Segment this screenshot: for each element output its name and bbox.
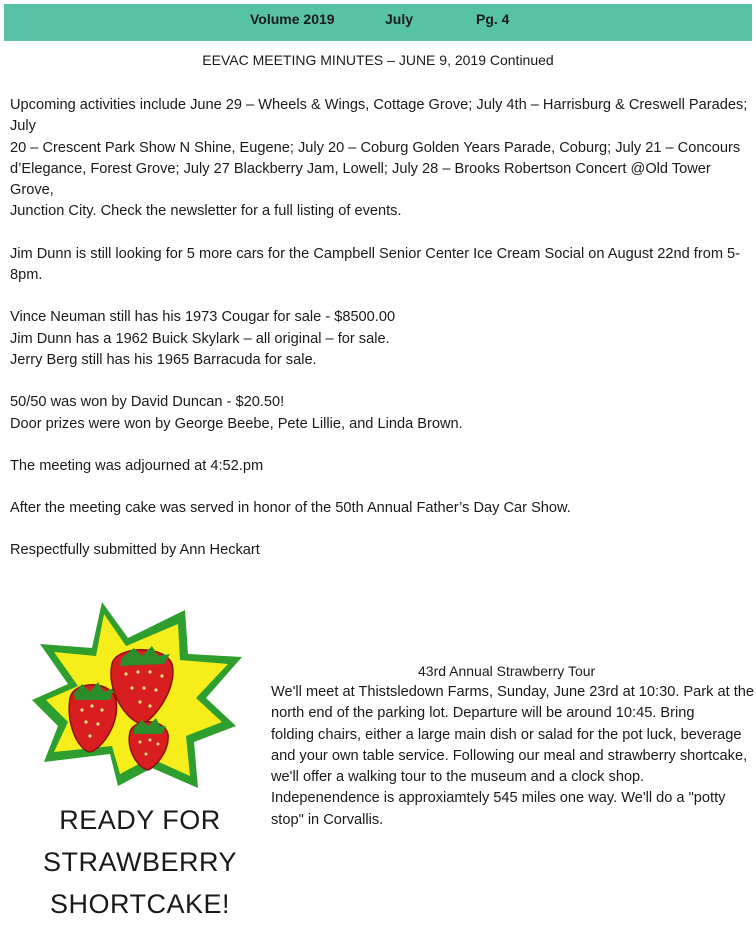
text-line: 50/50 was won by David Duncan - $20.50! [10,394,285,411]
paragraph-cake [10,498,755,519]
text-line: Jim Dunn is still looking for 5 more cars for the Campbell Senior Center Ice Cream Social on August 22nd from 5-8pm. [10,245,741,284]
text-line: Junction City. Check the newsletter for a full listing of events. [10,203,402,220]
tour-description [271,682,755,831]
paragraph-prizes [10,392,755,435]
minutes-content [10,95,755,562]
text-line: Respectfully submitted by Ann Heckart [10,542,260,559]
text-line: d’Elegance, Forest Grove; July 27 Blackberry Jam, Lowell; July 28 – Brooks Robertson Concert @Old Tower Grove, [10,160,711,199]
header-volume: Volume 2019 [250,11,335,27]
paragraph-adjourned [10,456,755,477]
caption-line: SHORTCAKE! [49,889,231,919]
tour-line: we'll offer a walking tour to the museum and a clock shop. [271,769,645,786]
text-line: Jerry Berg still has his 1965 Barracuda for sale. [10,351,317,368]
tour-line: folding chairs, either a large main dish or salad for the pot luck, beverage [271,726,742,743]
header-bar [4,4,752,41]
header-page: Pg. 4 [476,11,510,27]
text-line: After the meeting cake was served in honor of the 50th Annual Father’s Day Car Show. [10,500,571,517]
strawberry-starburst-icon [30,602,246,788]
text-line: Vince Neuman still has his 1973 Cougar for sale - $8500.00 [10,309,396,326]
tour-line: Indepenendence is approxiamtely 545 miles one way. We'll do a "potty [271,790,726,807]
text-line: Door prizes were won by George Beebe, Pete Lillie, and Linda Brown. [10,415,463,432]
tour-line: stop" in Corvallis. [271,811,384,828]
tour-line: north end of the parking lot. Departure will be around 10:45. Bring [271,705,695,722]
header-month: July [385,11,414,27]
text-line: The meeting was adjourned at 4:52.pm [10,457,264,474]
tour-title: 43rd Annual Strawberry Tour [418,663,596,679]
paragraph-submitted [10,540,755,561]
paragraph-activities [10,95,755,223]
text-line: Jim Dunn has a 1962 Buick Skylark – all original – for sale. [10,330,390,347]
text-line: Upcoming activities include June 29 – Wheels & Wings, Cottage Grove; July 4th – Harrisburg & Creswell Parades; July [10,97,748,135]
page-title: EEVAC MEETING MINUTES – JUNE 9, 2019 Continued [202,52,554,68]
tour-line: We'll meet at Thistsledown Farms, Sunday, June 23rd at 10:30. Park at the [271,684,755,700]
tour-line: and your own table service. Following our meal and strawberry shortcake, [271,747,748,764]
paragraph-cars-for-sale [10,307,755,371]
paragraph-ice-cream-social [10,244,755,287]
caption-line: READY FOR [59,805,221,835]
caption-line: STRAWBERRY [42,847,238,877]
shortcake-caption [10,799,270,925]
text-line: 20 – Crescent Park Show N Shine, Eugene; July 20 – Coburg Golden Years Parade, Coburg; July 21 – Concours [10,139,741,156]
